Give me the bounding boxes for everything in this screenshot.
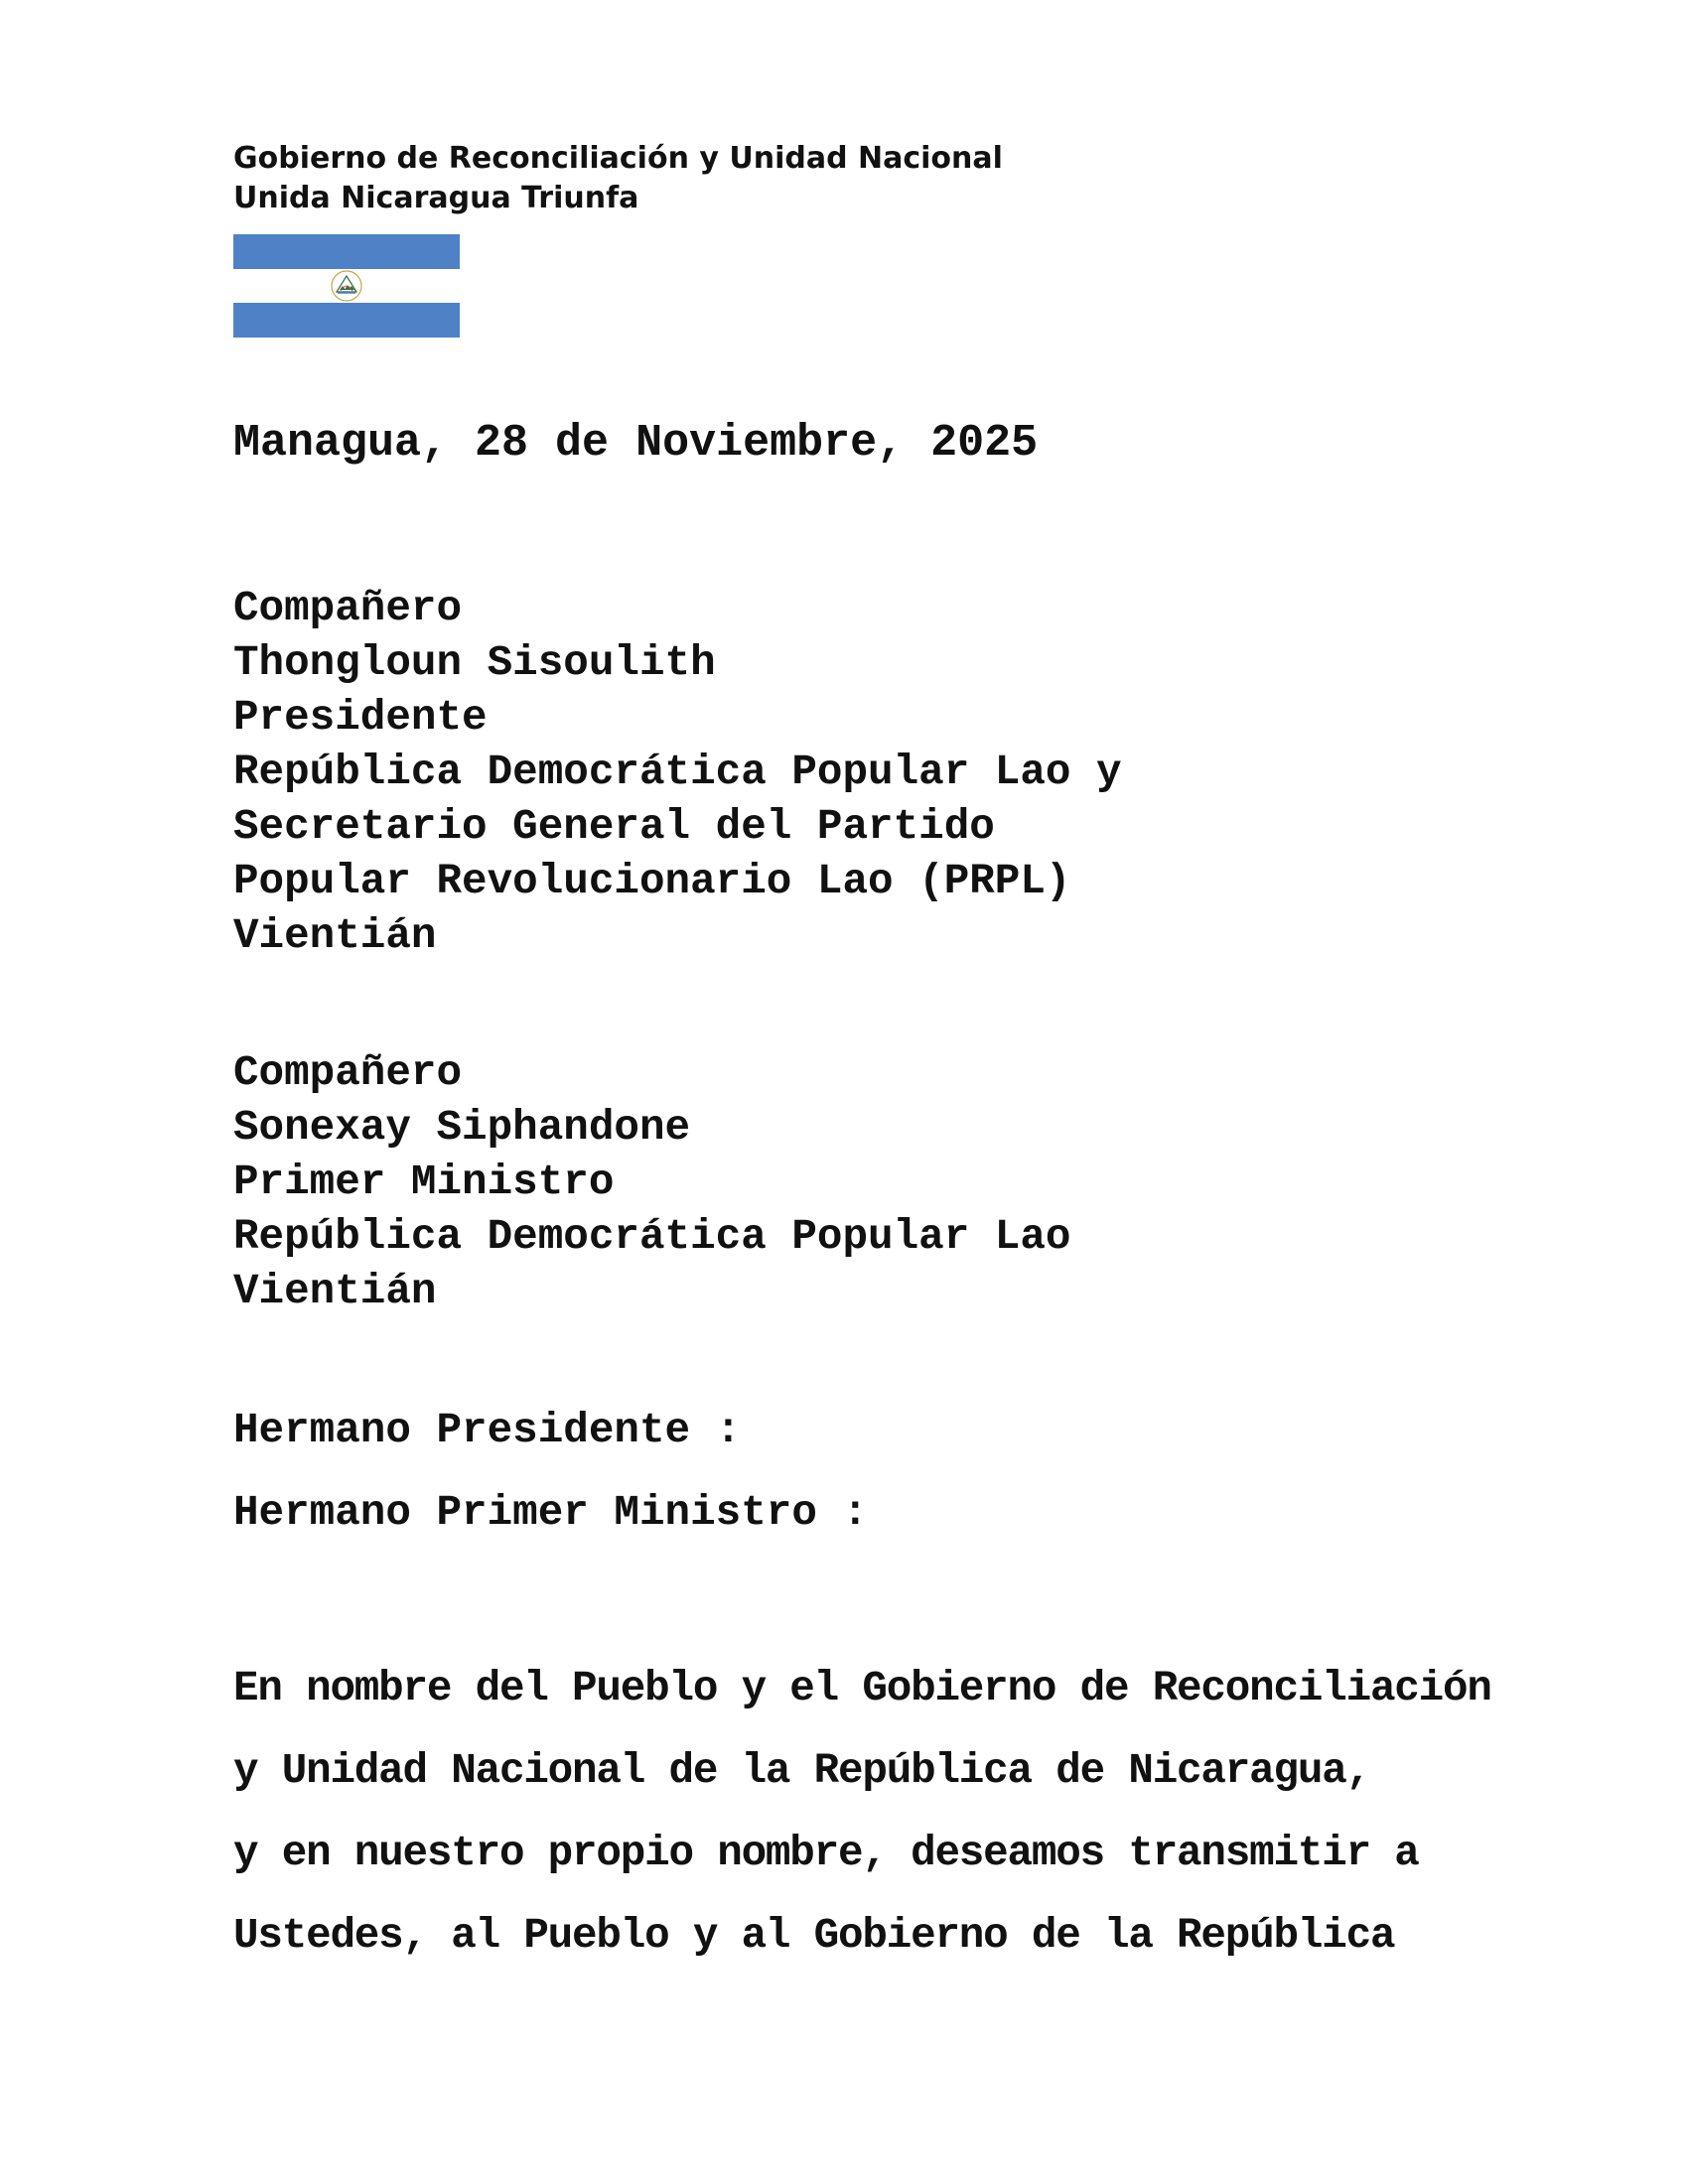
recipient-organization-line: República Democrática Popular Lao y bbox=[233, 749, 1122, 796]
coat-of-arms-icon bbox=[329, 269, 364, 303]
body-line: En nombre del Pueblo y el Gobierno de Reconciliación bbox=[233, 1665, 1491, 1712]
recipient-organization-line: Secretario General del Partido bbox=[233, 803, 995, 851]
recipient-city: Vientián bbox=[233, 912, 437, 960]
body-line: y Unidad Nacional de la República de Nicaragua, bbox=[233, 1747, 1370, 1795]
greeting-president: Hermano Presidente : bbox=[233, 1407, 742, 1454]
letter-body bbox=[233, 1648, 1491, 1978]
recipient-block-president bbox=[233, 582, 1122, 964]
flag-top-stripe bbox=[233, 234, 460, 269]
recipient-organization-line: Popular Revolucionario Lao (PRPL) bbox=[233, 858, 1071, 905]
recipient-salutation: Compañero bbox=[233, 585, 463, 632]
recipient-organization-line: República Democrática Popular Lao bbox=[233, 1213, 1071, 1261]
body-line: y en nuestro propio nombre, deseamos transmitir a bbox=[233, 1830, 1419, 1877]
recipient-name: Thongloun Sisoulith bbox=[233, 639, 716, 687]
flag-bottom-stripe bbox=[233, 303, 460, 338]
recipient-salutation: Compañero bbox=[233, 1049, 463, 1097]
nicaragua-flag bbox=[233, 234, 460, 338]
recipient-city: Vientián bbox=[233, 1268, 437, 1315]
recipient-title: Primer Ministro bbox=[233, 1159, 615, 1206]
letter-date: Managua, 28 de Noviembre, 2025 bbox=[233, 418, 1039, 469]
body-line: Ustedes, al Pueblo y al Gobierno de la República bbox=[233, 1912, 1395, 1960]
recipient-name: Sonexay Siphandone bbox=[233, 1104, 691, 1152]
letterhead-government-name: Gobierno de Reconciliación y Unidad Nacional bbox=[233, 141, 1003, 176]
letterhead-slogan: Unida Nicaragua Triunfa bbox=[233, 181, 639, 215]
letterhead bbox=[233, 139, 1003, 218]
recipient-title: Presidente bbox=[233, 694, 488, 742]
recipient-block-prime-minister bbox=[233, 1046, 1071, 1319]
greeting-prime-minister: Hermano Primer Ministro : bbox=[233, 1489, 869, 1537]
